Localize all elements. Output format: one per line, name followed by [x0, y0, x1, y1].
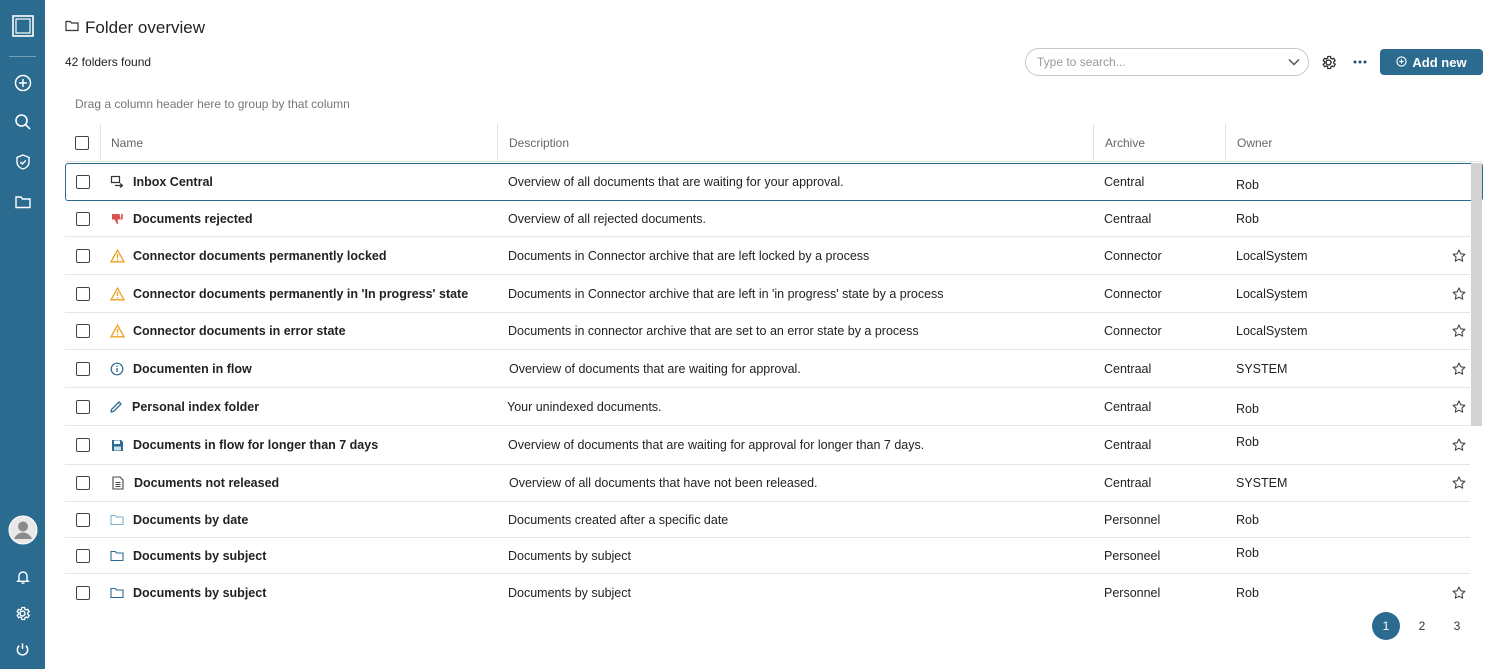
table-row[interactable]: [65, 465, 1470, 502]
page-button-1[interactable]: 1: [1372, 612, 1400, 640]
row-archive: Personnel: [1104, 586, 1161, 600]
select-all-cell: [75, 124, 89, 162]
grid-scrollbar[interactable]: [1471, 163, 1482, 426]
select-all-checkbox[interactable]: [75, 136, 89, 150]
warning-icon: [109, 287, 125, 301]
pencil-icon: [108, 400, 124, 414]
warning-icon: [109, 249, 125, 263]
column-separator[interactable]: [1093, 124, 1094, 162]
table-row[interactable]: [65, 275, 1470, 313]
row-checkbox[interactable]: [76, 175, 90, 189]
row-description: Overview of all documents that are waiting for your approval.: [508, 175, 844, 189]
row-name[interactable]: Documents rejected: [133, 211, 253, 226]
favorite-star-icon[interactable]: [1452, 313, 1466, 349]
row-description: Documents by subject: [508, 548, 631, 563]
row-checkbox[interactable]: [76, 586, 90, 600]
grid-settings-gear-icon[interactable]: [1318, 52, 1338, 72]
user-avatar-icon[interactable]: [0, 513, 45, 547]
row-name[interactable]: Personal index folder: [132, 399, 260, 414]
row-archive: Centraal: [1104, 361, 1152, 376]
page-button-3[interactable]: 3: [1453, 619, 1461, 633]
column-header-description[interactable]: Description: [509, 136, 570, 150]
favorite-star-icon[interactable]: [1452, 465, 1466, 501]
page-title: [65, 17, 205, 39]
warning-icon: [109, 324, 125, 338]
column-separator[interactable]: [100, 124, 101, 162]
table-row[interactable]: [65, 538, 1470, 574]
table-row[interactable]: [65, 201, 1470, 237]
search-icon[interactable]: [0, 107, 45, 137]
row-name[interactable]: Documents in flow for longer than 7 days: [133, 438, 379, 452]
table-row[interactable]: [65, 350, 1470, 388]
favorite-star-icon[interactable]: [1452, 574, 1466, 612]
row-owner: Rob: [1236, 211, 1259, 226]
row-owner: LocalSystem: [1236, 286, 1308, 301]
row-description: Overview of all rejected documents.: [508, 211, 707, 226]
search-input[interactable]: [1037, 55, 1288, 69]
row-name[interactable]: Connector documents permanently locked: [133, 248, 387, 263]
row-owner: LocalSystem: [1236, 324, 1308, 338]
group-by-hint: Drag a column header here to group by that column: [75, 97, 350, 111]
column-separator[interactable]: [497, 124, 498, 162]
row-archive: Centraal: [1104, 399, 1152, 414]
sidebar-divider: [9, 56, 36, 57]
inbox-transfer-icon: [109, 175, 125, 189]
favorite-star-icon[interactable]: [1452, 275, 1466, 312]
row-name[interactable]: Inbox Central: [133, 175, 213, 189]
folder-count: 42 folders found: [65, 55, 152, 69]
row-owner: Rob: [1236, 586, 1259, 600]
row-name[interactable]: Documenten in flow: [133, 361, 252, 376]
bell-icon[interactable]: [0, 562, 45, 592]
page-title-text: Folder overview: [85, 18, 205, 37]
row-name[interactable]: Documents by subject: [133, 548, 267, 563]
row-description: Documents created after a specific date: [508, 512, 729, 527]
favorite-star-icon[interactable]: [1452, 426, 1466, 464]
row-owner: Rob: [1236, 435, 1259, 449]
row-archive: Connector: [1104, 248, 1162, 263]
row-archive: Centraal: [1104, 438, 1152, 452]
row-checkbox[interactable]: [76, 400, 90, 414]
row-owner: Rob: [1236, 178, 1259, 192]
search-dropdown[interactable]: [1025, 48, 1309, 76]
row-owner: Rob: [1236, 512, 1259, 527]
row-checkbox[interactable]: [76, 212, 90, 226]
folder-icon: [109, 587, 125, 599]
info-icon: [109, 362, 125, 376]
favorite-star-icon[interactable]: [1452, 388, 1466, 425]
add-circle-icon: [1396, 55, 1407, 70]
row-checkbox[interactable]: [76, 362, 90, 376]
row-archive: Central: [1104, 175, 1145, 189]
row-owner: Rob: [1236, 401, 1259, 416]
row-description: Overview of documents that are waiting for approval.: [509, 361, 801, 376]
row-description: Overview of all documents that have not been released.: [509, 476, 818, 490]
table-row[interactable]: [65, 163, 1483, 201]
add-circle-icon[interactable]: [0, 68, 45, 98]
row-description: Documents in connector archive that are set to an error state by a process: [508, 324, 919, 338]
thumbs-down-icon: [109, 212, 125, 226]
row-name[interactable]: Connector documents permanently in 'In progress' state: [133, 286, 469, 301]
table-row[interactable]: [65, 574, 1470, 612]
add-new-label: Add new: [1412, 54, 1467, 70]
favorite-star-icon[interactable]: [1452, 350, 1466, 387]
table-row[interactable]: [65, 502, 1470, 538]
settings-gear-icon[interactable]: [0, 598, 45, 628]
column-header-archive[interactable]: Archive: [1105, 136, 1146, 150]
row-checkbox[interactable]: [76, 549, 90, 563]
row-owner: LocalSystem: [1236, 248, 1308, 263]
row-archive: Personnel: [1104, 512, 1161, 527]
row-checkbox[interactable]: [76, 438, 90, 452]
table-row[interactable]: [65, 237, 1470, 275]
add-new-button[interactable]: [1380, 49, 1483, 75]
row-archive: Connector: [1104, 324, 1162, 338]
row-description: Overview of documents that are waiting for approval for longer than 7 days.: [508, 438, 925, 452]
row-archive: Centraal: [1104, 476, 1152, 490]
row-checkbox[interactable]: [76, 324, 90, 338]
table-row[interactable]: [65, 388, 1470, 426]
row-checkbox[interactable]: [76, 287, 90, 301]
row-checkbox[interactable]: [76, 476, 90, 490]
chevron-down-icon[interactable]: [1288, 53, 1300, 71]
column-separator[interactable]: [1225, 124, 1226, 162]
column-header-owner[interactable]: Owner: [1237, 136, 1273, 150]
more-options-icon[interactable]: [1350, 52, 1370, 72]
column-header-name[interactable]: Name: [111, 136, 144, 150]
page-button-2[interactable]: 2: [1418, 619, 1426, 633]
row-name[interactable]: Documents not released: [134, 476, 280, 490]
row-description: Documents by subject: [508, 586, 631, 600]
row-archive: Personeel: [1104, 548, 1161, 563]
row-checkbox[interactable]: [76, 249, 90, 263]
table-row[interactable]: [65, 426, 1470, 465]
row-owner: Rob: [1236, 545, 1259, 560]
power-icon[interactable]: [0, 634, 45, 664]
row-description: Your unindexed documents.: [507, 399, 662, 414]
folder-icon: [109, 550, 125, 562]
folder-icon[interactable]: [0, 187, 45, 217]
row-description: Documents in Connector archive that are left in 'in progress' state by a process: [508, 286, 944, 301]
folder-icon: [109, 514, 125, 526]
folder-outline-icon: [65, 19, 79, 37]
row-name[interactable]: Documents by subject: [133, 586, 267, 600]
shield-icon[interactable]: [0, 147, 45, 177]
row-description: Documents in Connector archive that are left locked by a process: [508, 248, 870, 263]
row-checkbox[interactable]: [76, 513, 90, 527]
row-name[interactable]: Documents by date: [133, 512, 249, 527]
table-row[interactable]: [65, 313, 1470, 350]
row-name[interactable]: Connector documents in error state: [133, 324, 346, 338]
row-owner: SYSTEM: [1236, 476, 1288, 490]
sidebar: [0, 0, 45, 669]
grid-header: [65, 124, 1483, 162]
row-owner: SYSTEM: [1236, 361, 1288, 376]
app-logo-icon[interactable]: [0, 11, 45, 41]
document-icon: [110, 476, 126, 490]
row-archive: Centraal: [1104, 211, 1152, 226]
favorite-star-icon[interactable]: [1452, 237, 1466, 274]
row-archive: Connector: [1104, 286, 1162, 301]
save-icon: [109, 439, 125, 452]
